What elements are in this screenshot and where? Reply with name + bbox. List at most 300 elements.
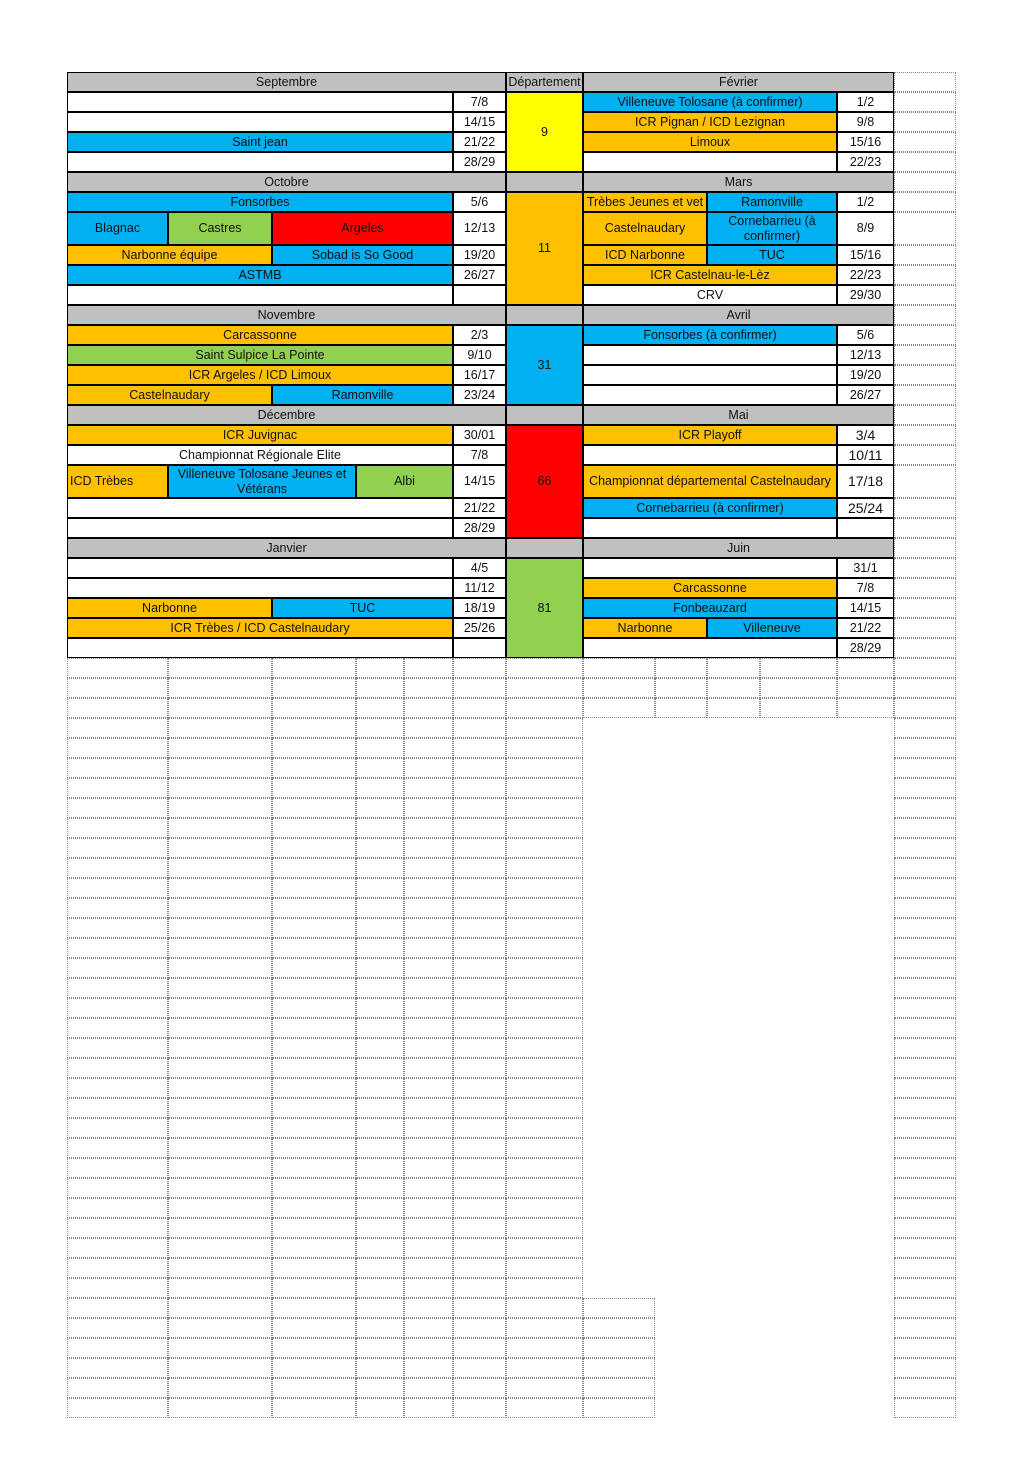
empty-cell: [506, 1298, 583, 1318]
empty-cell: [453, 758, 506, 778]
empty-cell: [168, 1098, 272, 1118]
empty-cell: [894, 1138, 956, 1158]
oct-date-2: 12/13: [453, 212, 506, 245]
empty-cell: [894, 658, 956, 678]
empty-cell: [272, 938, 356, 958]
empty-cell: [453, 1298, 506, 1318]
empty-cell: [453, 1078, 506, 1098]
empty-cell: [168, 1038, 272, 1058]
juin-date-4: 21/22: [837, 618, 894, 638]
empty-cell: [356, 1278, 404, 1298]
oct-event-4: ASTMB: [67, 265, 453, 285]
empty-cell: [404, 818, 453, 838]
empty-cell: [67, 1198, 168, 1218]
empty-cell: [655, 658, 707, 678]
empty-cell: [894, 152, 956, 172]
empty-cell: [272, 1258, 356, 1278]
empty-cell: [453, 1318, 506, 1338]
empty-cell: [356, 1378, 404, 1398]
sept-event-3: Saint jean: [67, 132, 453, 152]
empty-cell: [453, 1398, 506, 1418]
empty-cell: [404, 1178, 453, 1198]
dec-date-1: 30/01: [453, 425, 506, 445]
empty-cell: [67, 798, 168, 818]
empty-cell: [453, 1278, 506, 1298]
empty-cell: [272, 678, 356, 698]
empty-cell: [356, 898, 404, 918]
sept-date-3: 21/22: [453, 132, 506, 152]
empty-cell: [583, 678, 655, 698]
empty-cell: [506, 1318, 583, 1338]
empty-cell: [356, 1078, 404, 1098]
empty-cell: [506, 938, 583, 958]
empty-cell: [506, 998, 583, 1018]
empty-cell: [404, 1138, 453, 1158]
empty-cell: [168, 878, 272, 898]
fev-event-3: Limoux: [583, 132, 837, 152]
empty-cell: [760, 658, 837, 678]
empty-cell: [506, 678, 583, 698]
empty-cell: [272, 918, 356, 938]
empty-cell: [894, 558, 956, 578]
empty-cell: [67, 1258, 168, 1278]
empty-cell: [894, 245, 956, 265]
empty-cell: [168, 1198, 272, 1218]
empty-cell: [272, 1038, 356, 1058]
juin-event-2: Carcassonne: [583, 578, 837, 598]
mai-date-1: 3/4: [837, 425, 894, 445]
mars-event-1a: Trèbes Jeunes et vet: [583, 192, 707, 212]
oct-date-4: 26/27: [453, 265, 506, 285]
empty-cell: [168, 738, 272, 758]
empty-cell: [453, 858, 506, 878]
empty-cell: [894, 1218, 956, 1238]
empty-cell: [894, 1098, 956, 1118]
sept-date-2: 14/15: [453, 112, 506, 132]
dec-event-4: [67, 498, 453, 518]
empty-cell: [168, 958, 272, 978]
empty-cell: [894, 72, 956, 92]
empty-cell: [894, 1118, 956, 1138]
mars-date-4: 22/23: [837, 265, 894, 285]
empty-cell: [67, 1098, 168, 1118]
juin-event-4b: Villeneuve: [707, 618, 837, 638]
empty-cell: [506, 1358, 583, 1378]
empty-cell: [272, 1298, 356, 1318]
empty-cell: [356, 1178, 404, 1198]
empty-cell: [506, 778, 583, 798]
juin-event-3: Fonbeauzard: [583, 598, 837, 618]
empty-cell: [356, 1038, 404, 1058]
fev-event-4: [583, 152, 837, 172]
empty-cell: [356, 1398, 404, 1418]
empty-cell: [894, 1178, 956, 1198]
header-dept-blank: [506, 172, 583, 192]
empty-cell: [506, 698, 583, 718]
empty-cell: [404, 678, 453, 698]
empty-cell: [506, 898, 583, 918]
empty-cell: [404, 998, 453, 1018]
empty-cell: [506, 958, 583, 978]
jan-event-5: [67, 638, 453, 658]
mars-event-2a: Castelnaudary: [583, 212, 707, 245]
sept-date-1: 7/8: [453, 92, 506, 112]
empty-cell: [894, 538, 956, 558]
avril-event-4: [583, 385, 837, 405]
empty-cell: [272, 1218, 356, 1238]
empty-cell: [67, 918, 168, 938]
empty-cell: [272, 1118, 356, 1138]
empty-cell: [67, 1058, 168, 1078]
avril-date-4: 26/27: [837, 385, 894, 405]
oct-event-1: Fonsorbes: [67, 192, 453, 212]
empty-cell: [655, 698, 707, 718]
sept-event-1: [67, 92, 453, 112]
empty-cell: [894, 465, 956, 498]
empty-cell: [453, 1338, 506, 1358]
empty-cell: [453, 1258, 506, 1278]
empty-cell: [356, 878, 404, 898]
mai-event-2: [583, 445, 837, 465]
empty-cell: [453, 1058, 506, 1078]
dec-event-3c: Albi: [356, 465, 453, 498]
empty-cell: [506, 1378, 583, 1398]
header-dept-blank: [506, 305, 583, 325]
empty-cell: [67, 678, 168, 698]
empty-cell: [453, 1218, 506, 1238]
empty-cell: [453, 1238, 506, 1258]
juin-date-2: 7/8: [837, 578, 894, 598]
empty-cell: [404, 778, 453, 798]
empty-cell: [583, 1358, 655, 1378]
header-septembre: Septembre: [67, 72, 506, 92]
empty-cell: [655, 678, 707, 698]
empty-cell: [272, 1078, 356, 1098]
empty-cell: [272, 778, 356, 798]
empty-cell: [272, 698, 356, 718]
empty-cell: [67, 778, 168, 798]
empty-cell: [67, 758, 168, 778]
empty-cell: [583, 1378, 655, 1398]
empty-cell: [453, 998, 506, 1018]
mars-event-3b: TUC: [707, 245, 837, 265]
empty-cell: [168, 918, 272, 938]
empty-cell: [894, 285, 956, 305]
fev-event-1: Villeneuve Tolosane (à confirmer): [583, 92, 837, 112]
mai-date-5: [837, 518, 894, 538]
mai-event-5: [583, 518, 837, 538]
empty-cell: [168, 858, 272, 878]
empty-cell: [583, 1318, 655, 1338]
nov-event-2: Saint Sulpice La Pointe: [67, 345, 453, 365]
oct-event-2a: Blagnac: [67, 212, 168, 245]
empty-cell: [67, 858, 168, 878]
empty-cell: [453, 1118, 506, 1138]
empty-cell: [894, 698, 956, 718]
empty-cell: [506, 1038, 583, 1058]
empty-cell: [168, 1358, 272, 1378]
header-octobre: Octobre: [67, 172, 506, 192]
empty-cell: [707, 678, 760, 698]
dec-event-3b: Villeneuve Tolosane Jeunes et Vétérans: [168, 465, 356, 498]
empty-cell: [356, 758, 404, 778]
empty-cell: [356, 1258, 404, 1278]
empty-cell: [506, 1138, 583, 1158]
empty-cell: [356, 1218, 404, 1238]
empty-cell: [168, 1078, 272, 1098]
nov-date-2: 9/10: [453, 345, 506, 365]
header-janvier: Janvier: [67, 538, 506, 558]
empty-cell: [894, 1038, 956, 1058]
fev-event-2: ICR Pignan / ICD Lezignan: [583, 112, 837, 132]
empty-cell: [894, 1398, 956, 1418]
empty-cell: [506, 1338, 583, 1358]
empty-cell: [67, 1178, 168, 1198]
empty-cell: [894, 1158, 956, 1178]
empty-cell: [168, 1018, 272, 1038]
mai-event-1: ICR Playoff: [583, 425, 837, 445]
empty-cell: [272, 1018, 356, 1038]
empty-cell: [356, 998, 404, 1018]
empty-cell: [506, 1178, 583, 1198]
empty-cell: [894, 132, 956, 152]
empty-cell: [894, 818, 956, 838]
empty-cell: [404, 798, 453, 818]
mars-event-5: CRV: [583, 285, 837, 305]
empty-cell: [67, 1358, 168, 1378]
header-departement: Département: [506, 72, 583, 92]
empty-cell: [453, 1098, 506, 1118]
empty-cell: [894, 718, 956, 738]
avril-event-3: [583, 365, 837, 385]
empty-cell: [272, 1358, 356, 1378]
empty-cell: [67, 1118, 168, 1138]
empty-cell: [506, 1398, 583, 1418]
dec-date-4: 21/22: [453, 498, 506, 518]
juin-event-1: [583, 558, 837, 578]
empty-cell: [168, 1298, 272, 1318]
empty-cell: [894, 838, 956, 858]
empty-cell: [356, 1158, 404, 1178]
empty-cell: [583, 698, 655, 718]
header-fevrier: Février: [583, 72, 894, 92]
empty-cell: [506, 1078, 583, 1098]
header-avril: Avril: [583, 305, 894, 325]
jan-date-2: 11/12: [453, 578, 506, 598]
empty-cell: [453, 958, 506, 978]
empty-cell: [894, 1258, 956, 1278]
jan-date-4: 25/26: [453, 618, 506, 638]
empty-cell: [67, 838, 168, 858]
empty-cell: [506, 1098, 583, 1118]
empty-cell: [404, 758, 453, 778]
empty-cell: [894, 738, 956, 758]
empty-cell: [404, 1398, 453, 1418]
fev-date-2: 9/8: [837, 112, 894, 132]
jan-date-3: 18/19: [453, 598, 506, 618]
empty-cell: [583, 1398, 655, 1418]
empty-cell: [272, 998, 356, 1018]
empty-cell: [168, 1138, 272, 1158]
empty-cell: [356, 938, 404, 958]
empty-cell: [356, 1338, 404, 1358]
empty-cell: [894, 405, 956, 425]
avril-date-1: 5/6: [837, 325, 894, 345]
avril-event-1: Fonsorbes (à confirmer): [583, 325, 837, 345]
empty-cell: [404, 1218, 453, 1238]
empty-cell: [453, 1018, 506, 1038]
header-dept-blank: [506, 405, 583, 425]
empty-cell: [67, 998, 168, 1018]
mars-date-5: 29/30: [837, 285, 894, 305]
jan-event-3a: Narbonne: [67, 598, 272, 618]
empty-cell: [894, 1018, 956, 1038]
empty-cell: [894, 1358, 956, 1378]
mai-event-4: Cornebarrieu (à confirmer): [583, 498, 837, 518]
empty-cell: [356, 1298, 404, 1318]
empty-cell: [67, 1378, 168, 1398]
empty-cell: [894, 518, 956, 538]
departement-81: 81: [506, 558, 583, 658]
empty-cell: [453, 698, 506, 718]
empty-cell: [168, 938, 272, 958]
empty-cell: [506, 978, 583, 998]
empty-cell: [67, 1138, 168, 1158]
empty-cell: [356, 1018, 404, 1038]
empty-cell: [67, 1238, 168, 1258]
empty-cell: [894, 958, 956, 978]
empty-cell: [506, 1198, 583, 1218]
empty-cell: [506, 738, 583, 758]
dec-event-1: ICR Juvignac: [67, 425, 453, 445]
empty-cell: [894, 365, 956, 385]
empty-cell: [168, 838, 272, 858]
empty-cell: [168, 898, 272, 918]
mars-date-1: 1/2: [837, 192, 894, 212]
empty-cell: [894, 618, 956, 638]
empty-cell: [894, 498, 956, 518]
empty-cell: [404, 878, 453, 898]
empty-cell: [404, 1118, 453, 1138]
empty-cell: [67, 878, 168, 898]
empty-cell: [67, 1158, 168, 1178]
empty-cell: [356, 1098, 404, 1118]
empty-cell: [506, 1238, 583, 1258]
empty-cell: [272, 1378, 356, 1398]
empty-cell: [894, 938, 956, 958]
dec-event-3a: ICD Trèbes: [67, 465, 168, 498]
empty-cell: [356, 858, 404, 878]
empty-cell: [506, 658, 583, 678]
empty-cell: [404, 1298, 453, 1318]
mars-event-3a: ICD Narbonne: [583, 245, 707, 265]
empty-cell: [272, 738, 356, 758]
dec-event-2: Championnat Régionale Elite: [67, 445, 453, 465]
empty-cell: [894, 1298, 956, 1318]
empty-cell: [894, 305, 956, 325]
empty-cell: [506, 1118, 583, 1138]
empty-cell: [404, 738, 453, 758]
mai-event-3: Championnat départemental Castelnaudary: [583, 465, 837, 498]
empty-cell: [168, 1338, 272, 1358]
empty-cell: [356, 698, 404, 718]
header-decembre: Décembre: [67, 405, 506, 425]
jan-event-1: [67, 558, 453, 578]
dec-date-5: 28/29: [453, 518, 506, 538]
empty-cell: [894, 425, 956, 445]
empty-cell: [272, 658, 356, 678]
empty-cell: [894, 212, 956, 245]
empty-cell: [272, 1198, 356, 1218]
empty-cell: [356, 678, 404, 698]
empty-cell: [404, 1198, 453, 1218]
empty-cell: [894, 678, 956, 698]
sept-date-4: 28/29: [453, 152, 506, 172]
empty-cell: [894, 598, 956, 618]
empty-cell: [272, 758, 356, 778]
empty-cell: [894, 758, 956, 778]
mars-event-1b: Ramonville: [707, 192, 837, 212]
empty-cell: [894, 878, 956, 898]
empty-cell: [356, 738, 404, 758]
empty-cell: [356, 1058, 404, 1078]
empty-cell: [168, 1058, 272, 1078]
empty-cell: [453, 1198, 506, 1218]
empty-cell: [894, 578, 956, 598]
empty-cell: [67, 658, 168, 678]
empty-cell: [404, 1018, 453, 1038]
empty-cell: [67, 1278, 168, 1298]
empty-cell: [894, 1278, 956, 1298]
empty-cell: [272, 1338, 356, 1358]
empty-cell: [506, 798, 583, 818]
empty-cell: [168, 778, 272, 798]
empty-cell: [506, 758, 583, 778]
empty-cell: [272, 818, 356, 838]
jan-event-2: [67, 578, 453, 598]
juin-event-4a: Narbonne: [583, 618, 707, 638]
empty-cell: [894, 918, 956, 938]
empty-cell: [356, 818, 404, 838]
empty-cell: [272, 1278, 356, 1298]
oct-event-3a: Narbonne équipe: [67, 245, 272, 265]
empty-cell: [67, 1338, 168, 1358]
empty-cell: [506, 818, 583, 838]
empty-cell: [356, 1138, 404, 1158]
jan-event-3b: TUC: [272, 598, 453, 618]
empty-cell: [272, 798, 356, 818]
empty-cell: [894, 858, 956, 878]
empty-cell: [404, 1038, 453, 1058]
empty-cell: [356, 798, 404, 818]
empty-cell: [453, 1138, 506, 1158]
empty-cell: [404, 1258, 453, 1278]
header-juin: Juin: [583, 538, 894, 558]
oct-event-2c: Argeles: [272, 212, 453, 245]
empty-cell: [453, 818, 506, 838]
empty-cell: [67, 958, 168, 978]
empty-cell: [168, 1178, 272, 1198]
sept-event-4: [67, 152, 453, 172]
empty-cell: [404, 1078, 453, 1098]
empty-cell: [272, 978, 356, 998]
empty-cell: [356, 1358, 404, 1378]
empty-cell: [453, 738, 506, 758]
empty-cell: [453, 938, 506, 958]
empty-cell: [894, 1338, 956, 1358]
empty-cell: [356, 978, 404, 998]
empty-cell: [404, 938, 453, 958]
